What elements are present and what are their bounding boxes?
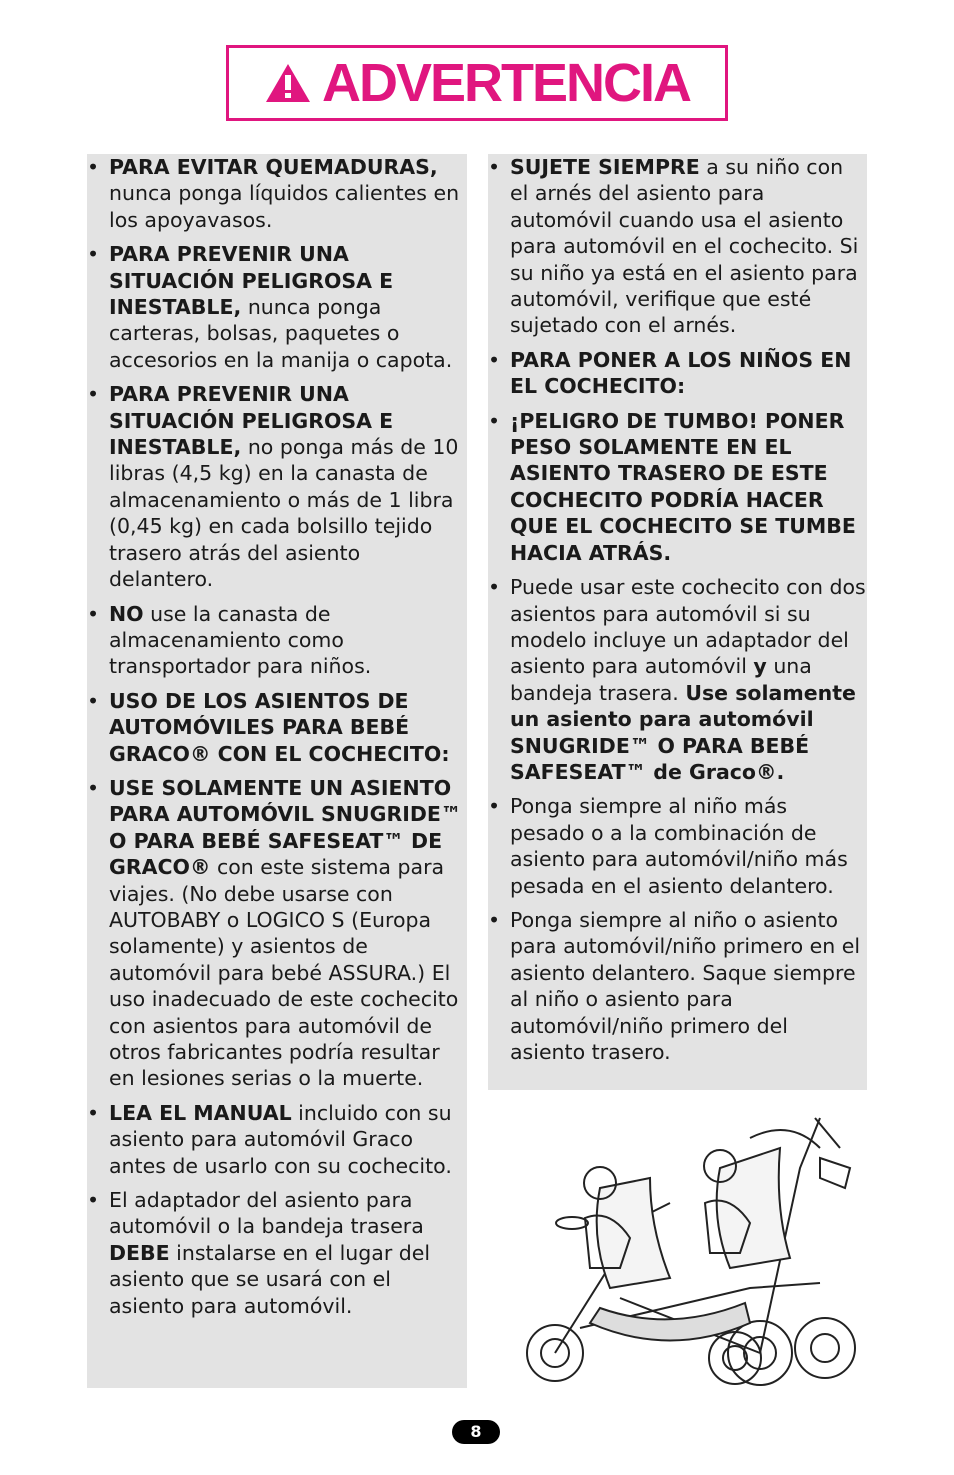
page-number: 8 — [452, 1420, 500, 1444]
list-item: • SUJETE SIEMPRE a su niño con el arnés del asiento para automóvil cuando usa el asiento para automóvil en el cochecito. Si su niño ya está en el asiento para automóvil, verifique que esté sujetado con el arnés. — [488, 154, 867, 339]
warning-triangle-icon — [264, 62, 312, 104]
left-list — [87, 154, 467, 1319]
list-item: • Puede usar este cochecito con dos asientos para automóvil si su modelo incluye un adaptador del asiento para automóvil y una bandeja trasera. Use solamente un asiento para automóvil SNUGRIDE™ O PARA BEBÉ SAFESEAT™ de Graco®. — [488, 574, 867, 785]
left-column — [87, 154, 467, 1388]
list-item: • PARA PREVENIR UNA SITUACIÓN PELIGROSA E INESTABLE, nunca ponga carteras, bolsas, paquetes o accesorios en la manija o capota. — [87, 241, 467, 373]
list-item: • PARA PONER A LOS NIÑOS EN EL COCHECITO: — [488, 347, 867, 400]
list-item: • Ponga siempre al niño o asiento para automóvil/niño primero en el asiento delantero. Saque siempre al niño o asiento para automóvil/niño primero del asiento trasero. — [488, 907, 867, 1065]
right-list — [488, 154, 867, 1065]
stroller-illustration — [520, 1108, 860, 1393]
banner-title: ADVERTENCIA — [321, 53, 691, 113]
list-item: • USE SOLAMENTE UN ASIENTO PARA AUTOMÓVIL SNUGRIDE™ O PARA BEBÉ SAFESEAT™ DE GRACO® con este sistema para viajes. (No debe usarse con AUTOBABY o LOGICO S (Europa solamente) y asientos de automóvil para bebé ASSURA.) El uso inadecuado de este cochecito con asientos para automóvil de otros fabricantes podría resultar en lesiones serias o la muerte. — [87, 775, 467, 1092]
list-item: • LEA EL MANUAL incluido con su asiento para automóvil Graco antes de usarlo con su cochecito. — [87, 1100, 467, 1179]
right-column — [488, 154, 867, 1090]
list-item: • USO DE LOS ASIENTOS DE AUTOMÓVILES PARA BEBÉ GRACO® CON EL COCHECITO: — [87, 688, 467, 767]
list-item: • PARA EVITAR QUEMADURAS, nunca ponga líquidos calientes en los apoyavasos. — [87, 154, 467, 233]
list-item: • NO use la canasta de almacenamiento como transportador para niños. — [87, 601, 467, 680]
warning-banner — [226, 45, 728, 121]
list-item: • El adaptador del asiento para automóvil o la bandeja trasera DEBE instalarse en el lugar del asiento que se usará con el asiento para automóvil. — [87, 1187, 467, 1319]
list-item: • PARA PREVENIR UNA SITUACIÓN PELIGROSA E INESTABLE, no ponga más de 10 libras (4,5 kg) en la canasta de almacenamiento o más de 1 libra (0,45 kg) en cada bolsillo tejido trasero atrás del asiento delantero. — [87, 381, 467, 592]
list-item: • ¡PELIGRO DE TUMBO! PONER PESO SOLAMENTE EN EL ASIENTO TRASERO DE ESTE COCHECITO PODRÍA HACER QUE EL COCHECITO SE TUMBE HACIA ATRÁS. — [488, 408, 867, 566]
list-item: • Ponga siempre al niño más pesado o a la combinación de asiento para automóvil/niño más pesada en el asiento delantero. — [488, 793, 867, 899]
